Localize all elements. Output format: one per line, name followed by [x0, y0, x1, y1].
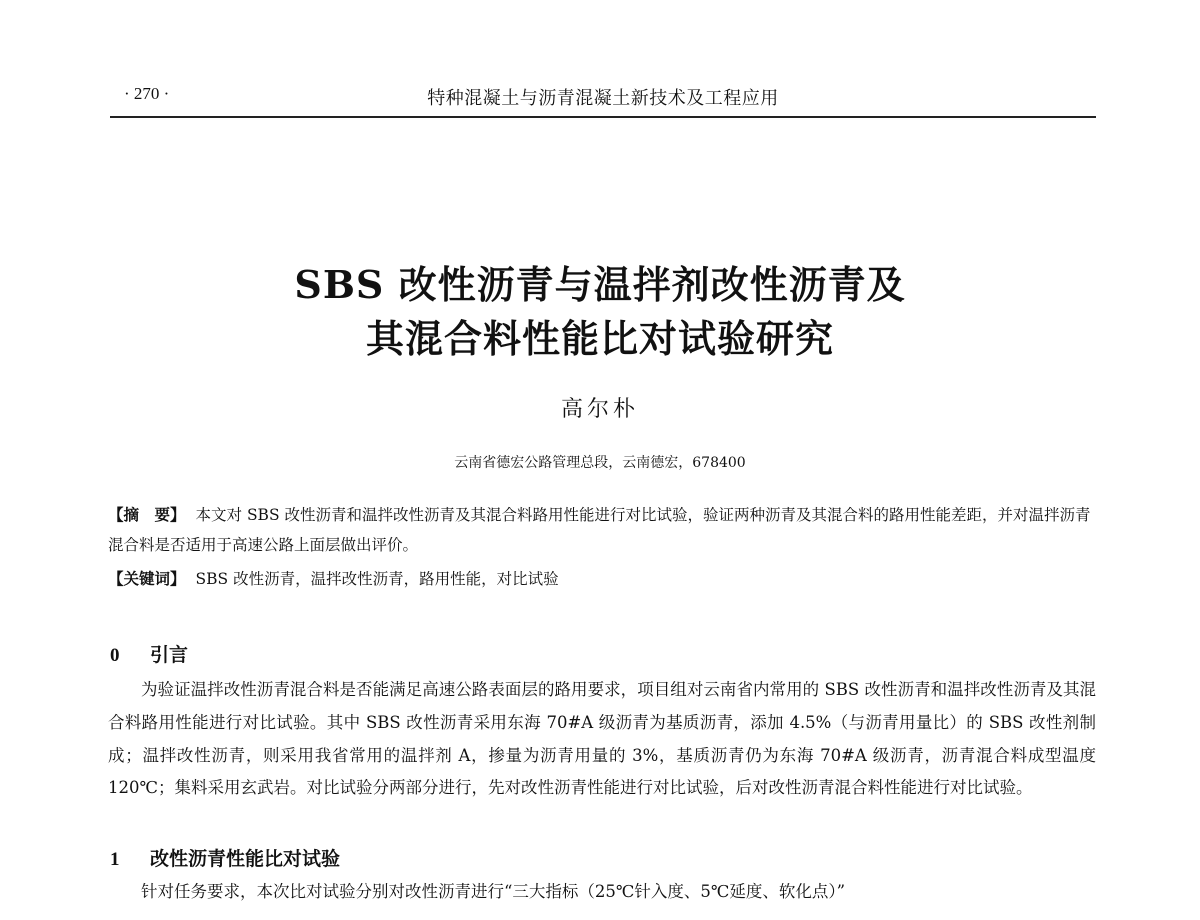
introduction-paragraph: 为验证温拌改性沥青混合料是否能满足高速公路表面层的路用要求，项目组对云南省内常用的 SBS 改性沥青和温拌改性沥青及其混合料路用性能进行对比试验。其中 SBS 改性沥青采用东海 70#A 级沥青为基质沥青，添加 4.5%（与沥青用量比）的 SBS 改性剂制成；温拌改性沥青，则采用我省常用的温拌剂 A，掺量为沥青用量的 3%，基质沥青仍为东海 70#A 级沥青，沥青混合料成型温度 120℃；集料采用玄武岩。对比试验分两部分进行，先对改性沥青性能进行对比试验，后对改性沥青混合料性能进行对比试验。 [108, 680, 1096, 798]
section-heading-asphalt-test [110, 844, 340, 871]
page-number: · 270 · [124, 84, 170, 103]
section-number: 1 [110, 849, 120, 870]
section-title: 引言 [150, 644, 189, 666]
section-heading-introduction [110, 640, 188, 667]
keywords-label: 【关键词】 [108, 569, 186, 588]
page-header [110, 84, 1096, 118]
title-line-2: 其混合料性能比对试验研究 [365, 316, 834, 361]
keywords [108, 564, 1096, 594]
author-affiliation: 云南省德宏公路管理总段，云南德宏，678400 [454, 455, 746, 471]
abstract-text: 本文对 SBS 改性沥青和温拌改性沥青及其混合料路用性能进行对比试验，验证两种沥青及其混合料的路用性能差距，并对温拌沥青混合料是否适用于高速公路上面层做出评价。 [108, 506, 1091, 554]
abstract [108, 500, 1096, 560]
asphalt-test-paragraph: 针对任务要求，本次比对试验分别对改性沥青进行“三大指标（25℃针入度、5℃延度、软化点）” [141, 882, 846, 901]
article-title [0, 258, 1200, 366]
section-number: 0 [110, 645, 120, 666]
abstract-label: 【摘 要】 [108, 505, 186, 524]
running-title: 特种混凝土与沥青混凝土新技术及工程应用 [427, 88, 779, 109]
title-line-1: SBS 改性沥青与温拌剂改性沥青及 [294, 262, 906, 307]
author-name: 高尔朴 [560, 397, 639, 422]
section-title: 改性沥青性能比对试验 [150, 848, 341, 870]
keywords-text: SBS 改性沥青，温拌改性沥青，路用性能，对比试验 [195, 570, 559, 588]
